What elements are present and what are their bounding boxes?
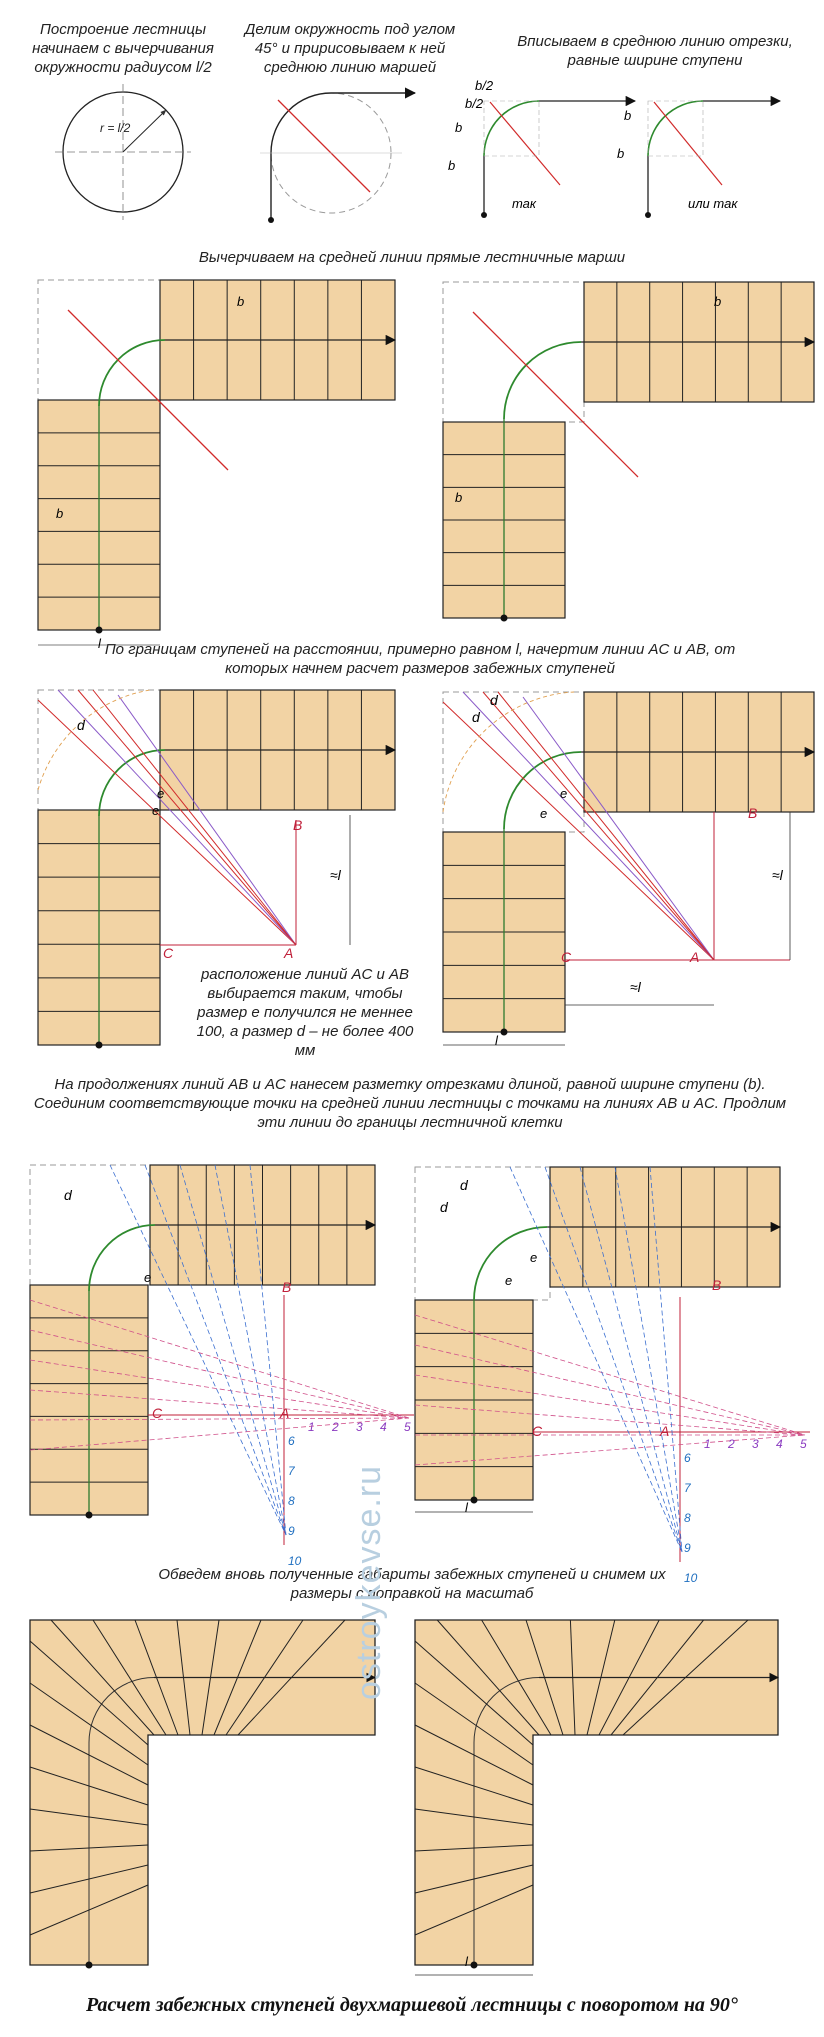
marking-number: 4 xyxy=(776,1437,783,1451)
start-point xyxy=(501,615,508,622)
start-point xyxy=(86,1512,93,1519)
e-label-r4-left: e xyxy=(144,1270,152,1285)
d-label-left: d xyxy=(77,717,85,733)
marking-number: 10 xyxy=(288,1554,302,1568)
point-a-left: A xyxy=(284,945,294,961)
d-arc xyxy=(443,692,574,812)
point-c-right: C xyxy=(561,949,572,965)
row5-final-stair-left xyxy=(30,1620,375,1969)
marking-number: 2 xyxy=(332,1420,339,1434)
e-label-left-1: e xyxy=(157,786,165,801)
row3-stair-left xyxy=(38,690,395,1049)
d-label-r4-right-1: d xyxy=(440,1199,448,1215)
step-width-label-side-right: b xyxy=(455,490,463,505)
marking-number: 9 xyxy=(288,1524,295,1538)
start-point xyxy=(471,1497,478,1504)
marking-number: 6 xyxy=(288,1434,295,1448)
approx-l-label-right: ≈l xyxy=(772,867,783,883)
point-b-r4-left: B xyxy=(282,1279,292,1295)
center-arc xyxy=(504,342,581,419)
variant-label-ili-tak: или так xyxy=(688,196,738,211)
step-width-label-top-right: b xyxy=(714,294,722,309)
caption-circle: Построение лестницы начинаем с вычерчивания окружности радиусом l/2 xyxy=(32,21,214,76)
marking-number: 4 xyxy=(380,1420,387,1434)
marking-number: 7 xyxy=(288,1464,295,1478)
marking-number: 1 xyxy=(704,1437,711,1451)
step-label-4: b xyxy=(617,146,625,161)
variant-label-tak: так xyxy=(512,196,537,211)
point-b-left: B xyxy=(293,817,303,833)
start-point xyxy=(501,1029,508,1036)
half-step-label-2: b/2 xyxy=(465,96,484,111)
watermark: ostroykevse.ru xyxy=(350,1464,388,1700)
marking-number: 5 xyxy=(404,1420,411,1434)
landing-outline xyxy=(30,1165,150,1285)
approx-l-label-bottom: ≈l xyxy=(630,979,641,995)
half-step-label-1: b/2 xyxy=(475,78,494,93)
landing-outline xyxy=(38,280,160,400)
caption-inscribe: Вписываем в среднюю линию отрезки, равные ширине ступени xyxy=(517,33,793,69)
start-point xyxy=(96,627,103,634)
marking-number: 8 xyxy=(288,1494,295,1508)
start-point xyxy=(86,1962,93,1969)
marking-number: 6 xyxy=(684,1451,691,1465)
marking-number: 5 xyxy=(800,1437,807,1451)
point-b-right: B xyxy=(748,805,758,821)
e-label-r4-right-1: e xyxy=(530,1250,538,1265)
landing-outline xyxy=(443,692,584,832)
row3-stair-right xyxy=(443,692,814,1045)
width-label-left: l xyxy=(98,636,101,651)
marking-number: 1 xyxy=(308,1420,315,1434)
center-arc xyxy=(99,340,165,406)
row2-stair-right xyxy=(443,282,814,622)
step-label-3: b xyxy=(624,108,632,123)
point-c-left: C xyxy=(163,945,174,961)
marking-number: 2 xyxy=(728,1437,735,1451)
d-label-right-1: d xyxy=(472,709,480,725)
width-label-right: l xyxy=(495,1033,498,1048)
e-label-left-2: e xyxy=(152,803,160,818)
point-a-right: A xyxy=(690,949,700,965)
marking-number: 8 xyxy=(684,1511,691,1525)
marking-number: 3 xyxy=(752,1437,759,1451)
width-label-r5-right: l xyxy=(465,1954,468,1969)
d-label-r4-right-2: d xyxy=(460,1177,468,1193)
landing-outline xyxy=(415,1167,550,1300)
row4-stair-right xyxy=(415,1167,810,1585)
d-label-right-2: d xyxy=(490,692,498,708)
stair-outline xyxy=(415,1620,778,1965)
caption-lines-ac-ab: По границам ступеней на расстоянии, примерно равном l, начертим линии AC и AB, от которых начнем расчет размеров забежных ступеней xyxy=(104,641,736,677)
step-label-1: b xyxy=(455,120,463,135)
marking-number: 3 xyxy=(356,1420,363,1434)
approx-l-label-left: ≈l xyxy=(330,867,341,883)
row1-divide xyxy=(260,93,415,223)
caption-divide: Делим окружность под углом 45° и пририсовываем к ней среднюю линию маршей xyxy=(244,21,456,76)
point-b-r4-right: B xyxy=(712,1277,722,1293)
point-c-r4-left: C xyxy=(152,1405,163,1421)
start-point xyxy=(471,1962,478,1969)
drawing-title: Расчет забежных ступеней двухмаршевой лестницы с поворотом на 90° xyxy=(86,1994,738,2016)
marking-number: 7 xyxy=(684,1481,691,1495)
row1-inscribe xyxy=(448,78,780,218)
radius-label: r = l/2 xyxy=(100,121,131,135)
caption-marking: На продолжениях линий AB и AC нанесем разметку отрезками длиной, равной ширине ступени (b). Соединим соответствующие точки на средней линии лестницы с точками на линиях AB и AC. Продлим эти линии до границы лестничной клетки xyxy=(33,1076,787,1131)
e-label-right-1: e xyxy=(560,786,568,801)
caption-outline: Обведем вновь полученные габариты забежных ступеней и снимем их размеры с поправкой на масштаб xyxy=(158,1566,666,1602)
point-c-r4-right: C xyxy=(532,1423,543,1439)
marking-number: 10 xyxy=(684,1571,698,1585)
row1-circle xyxy=(55,84,191,220)
e-label-r4-right-2: e xyxy=(505,1273,513,1288)
width-label-r4-right: l xyxy=(465,1500,468,1515)
start-point xyxy=(96,1042,103,1049)
e-label-right-2: e xyxy=(540,806,548,821)
step-width-label-side-left: b xyxy=(56,506,64,521)
marking-number: 9 xyxy=(684,1541,691,1555)
step-label-2: b xyxy=(448,158,456,173)
point-a-r4-right: A xyxy=(660,1423,670,1439)
caption-flights: Вычерчиваем на средней линии прямые лестничные марши xyxy=(198,249,626,266)
row2-stair-left xyxy=(38,280,395,645)
row5-final-stair-right xyxy=(415,1620,778,1975)
point-a-r4-left: A xyxy=(280,1405,290,1421)
d-label-r4-left: d xyxy=(64,1187,72,1203)
step-width-label-top-left: b xyxy=(237,294,245,309)
caption-note: расположение линий AC и AB выбирается таким, чтобы размер e получился не меннее 100, а размер d – не более 400 мм xyxy=(196,966,414,1059)
